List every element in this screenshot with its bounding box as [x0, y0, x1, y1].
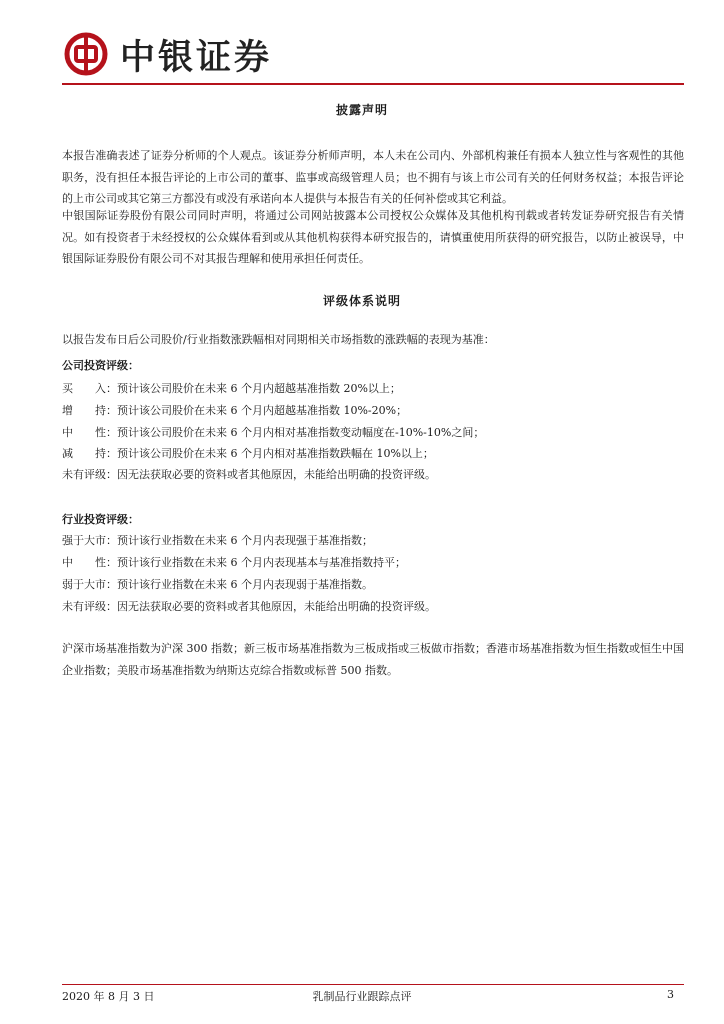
company-rating-heading: 公司投资评级： [62, 359, 139, 372]
industry-rating-underperform: 弱于大市：预计该行业指数在未来 6 个月内表现弱于基准指数。 [62, 578, 373, 591]
footer-divider [62, 984, 684, 985]
footer-date: 2020 年 8 月 3 日 [62, 990, 155, 1003]
benchmark-note: 沪深市场基准指数为沪深 300 指数；新三板市场基准指数为三板成指或三板做市指数；香港市场基准指数为恒生指数或恒生中国企业指数；美股市场基准指数为纳斯达克综合指数或标普 500 指数。 [62, 642, 684, 677]
company-rating-buy: 买 入：预计该公司股价在未来 6 个月内超越基准指数 20%以上； [62, 382, 401, 395]
company-rating-neutral: 中 性：预计该公司股价在未来 6 个月内相对基准指数变动幅度在-10%-10%之间； [62, 426, 485, 439]
page-number: 3 [667, 988, 674, 1001]
company-name: 中银证券 [120, 38, 273, 78]
industry-rating-neutral: 中 性：预计该行业指数在未来 6 个月内表现基本与基准指数持平； [62, 556, 406, 569]
industry-rating-unrated: 未有评级：因无法获取必要的资料或者其他原因，未能给出明确的投资评级。 [62, 600, 436, 613]
header-divider [62, 83, 684, 85]
company-rating-overweight: 增 持：预计该公司股价在未来 6 个月内超越基准指数 10%-20%； [62, 404, 408, 417]
disclosure-paragraph-2: 中银国际证券股份有限公司同时声明，将通过公司网站披露本公司授权公众媒体及其他机构刊载或者转发证券研究报告有关情况。如有投资者于未经授权的公众媒体看到或从其他机构获得本研究报告的，请慎重使用所获得的研究报告，以防止被误导，中银国际证券股份有限公司不对其报告理解和使用承担任何责任。 [62, 209, 684, 265]
bank-of-china-logo-icon [64, 32, 108, 76]
rating-intro: 以报告发布日后公司股价/行业指数涨跌幅相对同期相关市场指数的涨跌幅的表现为基准： [62, 333, 495, 346]
industry-rating-heading: 行业投资评级： [62, 513, 139, 526]
industry-rating-outperform: 强于大市：预计该行业指数在未来 6 个月内表现强于基准指数； [62, 534, 373, 547]
disclosure-paragraph-1: 本报告准确表述了证券分析师的个人观点。该证券分析师声明，本人未在公司内、外部机构兼任有损本人独立性与客观性的其他职务，没有担任本报告评论的上市公司的董事、监事或高级管理人员；也不拥有与该上市公司有关的任何财务权益；本报告评论的上市公司或其它第三方都没有或没有承诺向本人提供与本报告有关的任何补偿或其它利益。 [62, 149, 684, 205]
company-rating-underweight: 减 持：预计该公司股价在未来 6 个月内相对基准指数跌幅在 10%以上； [62, 447, 434, 460]
disclosure-title: 披露声明 [335, 103, 388, 117]
company-rating-unrated: 未有评级：因无法获取必要的资料或者其他原因，未能给出明确的投资评级。 [62, 468, 436, 481]
page-header [64, 30, 664, 78]
footer-report-title: 乳制品行业跟踪点评 [312, 990, 412, 1003]
rating-system-title: 评级体系说明 [322, 294, 401, 308]
